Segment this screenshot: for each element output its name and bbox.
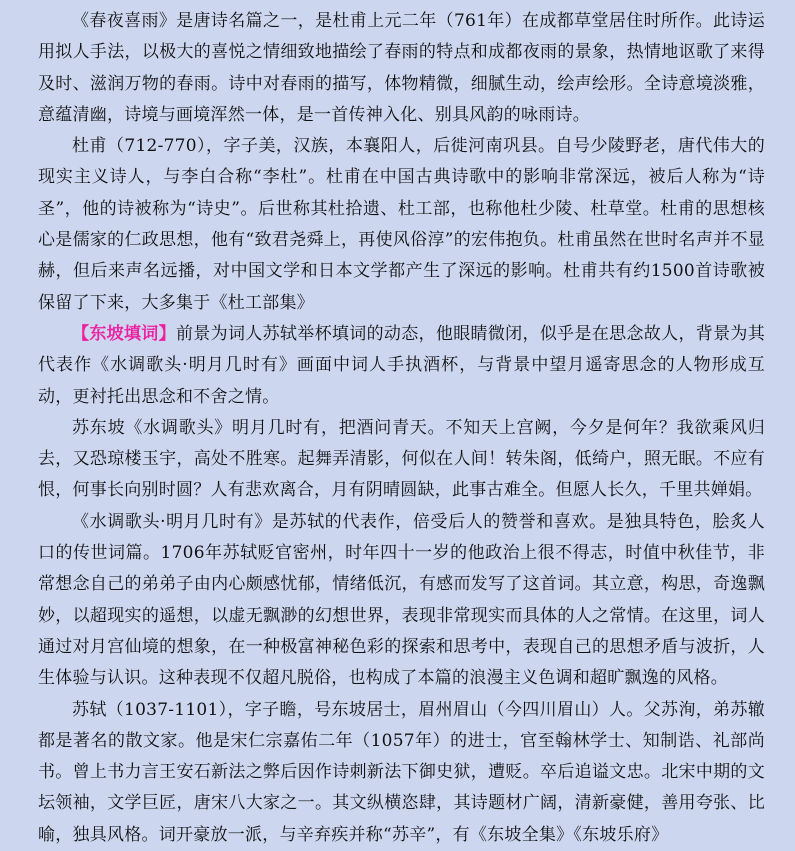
paragraph-shuidiao-getou-poem: [38, 413, 765, 507]
paragraph-text: 前景为词人苏轼举杯填词的动态，他眼睛微闭，似乎是在思念故人，背景为其代表作《水调歌头·明月几时有》画面中词人手执酒杯，与背景中望月遥寄思念的人物形成互动，更衬托出思念和不舍之情。: [38, 323, 766, 407]
paragraph-text: 《春夜喜雨》是唐诗名篇之一，是杜甫上元二年（761年）在成都草堂居住时所作。此诗运用拟人手法，以极大的喜悦之情细致地描绘了春雨的特点和成都夜雨的景象，热情地讴歌了来得及时、滋润万物的春雨。诗中对春雨的描写，体物精微，细腻生动，绘声绘形。全诗意境淡雅，意蕴清幽，诗境与画境浑然一体，是一首传神入化、别具风韵的咏雨诗。: [38, 11, 765, 125]
section-highlight-label: 【东坡填词】: [72, 323, 176, 344]
paragraph-dongpo-tianci: [38, 319, 765, 413]
paragraph-shuidiao-getou-analysis: [38, 507, 765, 695]
paragraph-du-fu-bio: [38, 131, 765, 319]
paragraph-chunye-xiyu: [38, 6, 765, 131]
paragraph-text: 苏轼（1037-1101），字子瞻，号东坡居士，眉州眉山（今四川眉山）人。父苏洵，弟苏辙都是著名的散文家。他是宋仁宗嘉佑二年（1057年）的进士，官至翰林学士、知制诰、礼部尚书。曾上书力言王安石新法之弊后因作诗刺新法下御史狱，遭贬。卒后追谥文忠。北宋中期的文坛领袖，文学巨匠，唐宋八大家之一。其文纵横恣肆，其诗题材广阔，清新豪健，善用夸张、比喻，独具风格。词开豪放一派，与辛弃疾并称“苏辛”，有《东坡全集》《东坡乐府》: [38, 699, 765, 845]
paragraph-text: 苏东坡《水调歌头》明月几时有，把酒问青天。不知天上宫阙，今夕是何年？我欲乘风归去，又恐琼楼玉宇，高处不胜寒。起舞弄清影，何似在人间！转朱阁，低绮户，照无眠。不应有恨，何事长向别时圆？人有悲欢离合，月有阴晴圆缺，此事古难全。但愿人长久，千里共婵娟。: [38, 417, 765, 501]
paragraph-text: 杜甫（712-770），字子美，汉族，本襄阳人，后徙河南巩县。自号少陵野老，唐代伟大的现实主义诗人，与李白合称“李杜”。杜甫在中国古典诗歌中的影响非常深远，被后人称为“诗圣”，他的诗被称为“诗史”。后世称其杜拾遗、杜工部，也称他杜少陵、杜草堂。杜甫的思想核心是儒家的仁政思想，他有“致君尧舜上，再使风俗淳”的宏伟抱负。杜甫虽然在世时名声并不显赫，但后来声名远播，对中国文学和日本文学都产生了深远的影响。杜甫共有约1500首诗歌被保留了下来，大多集于《杜工部集》: [38, 136, 765, 313]
paragraph-su-shi-bio: [38, 695, 765, 851]
paragraph-text: 《水调歌头·明月几时有》是苏轼的代表作，倍受后人的赞誉和喜欢。是独具特色，脍炙人口的传世词篇。1706年苏轼贬官密州，时年四十一岁的他政治上很不得志，时值中秋佳节，非常想念自己的弟弟子由内心颇感忧郁，情绪低沉，有感而发写了这首词。其立意，构思，奇逸飘妙，以超现实的遥想，以虚无飘渺的幻想世界，表现非常现实而具体的人之常情。在这里，词人通过对月宫仙境的想象，在一种极富神秘色彩的探索和思考中，表现自己的思想矛盾与波折，人生体验与认识。这种表现不仅超凡脱俗，也构成了本篇的浪漫主义色调和超旷飘逸的风格。: [38, 511, 765, 689]
